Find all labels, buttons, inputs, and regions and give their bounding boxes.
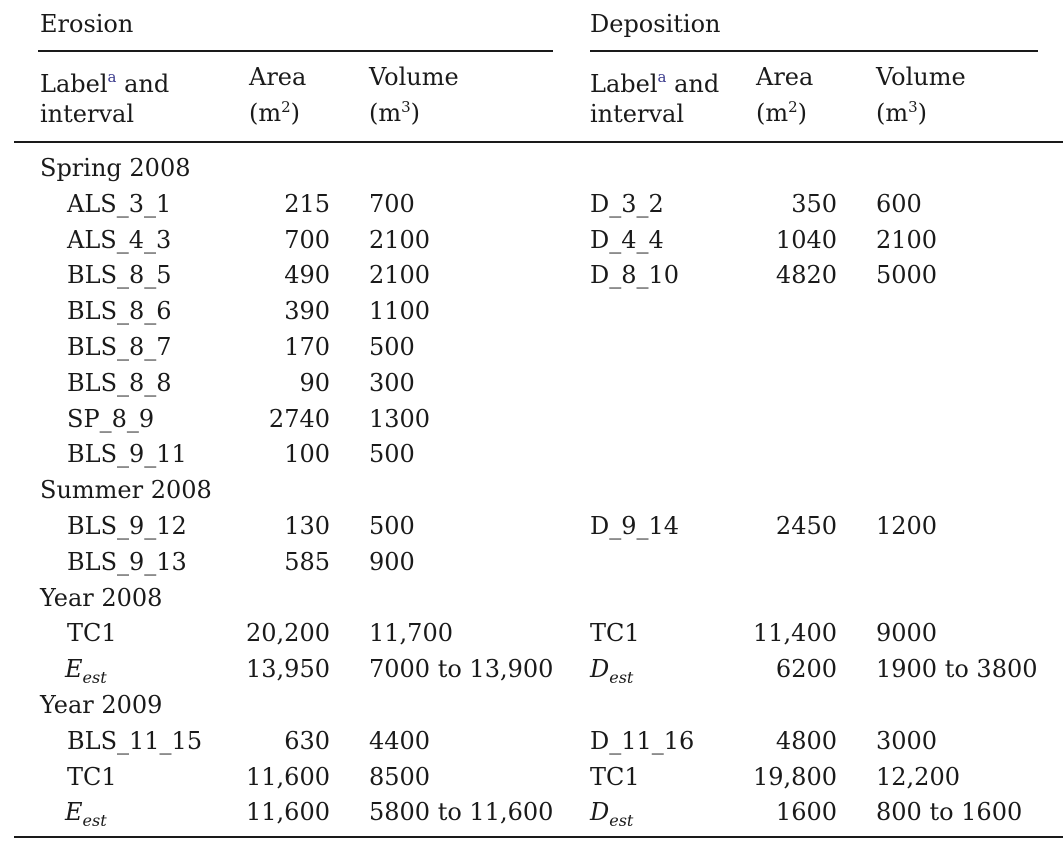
erosion-estimate-label [65,654,107,693]
erosion-area-cell: 130 [284,512,330,540]
erosion-volume-cell: 300 [369,369,415,397]
erosion-area-cell: 215 [284,190,330,218]
section-header: Year 2009 [40,691,163,719]
deposition-label-cell: D_8_10 [590,261,680,289]
group-header-erosion: Erosion [40,10,134,38]
estimate-subscript: est [609,811,634,830]
estimate-symbol: D [590,798,610,826]
col-header-label-erosion: Label$^a$ and interval [40,68,170,128]
erosion-area-cell: 2740 [268,405,330,433]
erosion-area-cell: 700 [284,226,330,254]
erosion-label-cell: TC1 [67,619,117,647]
estimate-symbol: D [590,655,610,683]
erosion-area-cell: 100 [284,440,330,468]
erosion-label-cell: ALS_3_1 [67,190,172,218]
deposition-label-cell: TC1 [590,619,640,647]
erosion-label-cell: ALS_4_3 [67,226,172,254]
erosion-area-cell: 585 [284,548,330,576]
estimate-subscript: est [609,668,634,687]
erosion-area-cell: 170 [284,333,330,361]
erosion-volume-cell: 500 [369,512,415,540]
col-header-area-erosion: Area $(m^2)$ [249,63,307,127]
deposition-volume-cell: 600 [876,190,922,218]
erosion-volume-cell: 900 [369,548,415,576]
col-header-area-deposition: Area $(m^2)$ [756,63,814,127]
erosion-volume-cell: 1300 [369,405,431,433]
erosion-label-cell: BLS_8_5 [67,261,172,289]
col-header-label-deposition: Label$^a$ and interval [590,68,720,128]
estimate-subscript: est [82,811,107,830]
erosion-volume-cell: 7000 to 13,900 [369,655,554,683]
erosion-volume-cell: 1100 [369,297,431,325]
deposition-volume-cell: 9000 [876,619,938,647]
erosion-volume-cell: 2100 [369,226,431,254]
erosion-volume-cell: 500 [369,333,415,361]
section-header: Spring 2008 [40,154,191,182]
erosion-volume-cell: 4400 [369,727,431,755]
erosion-label-cell: BLS_9_13 [67,548,187,576]
erosion-group-rule [38,50,553,52]
erosion-area-cell: 11,600 [246,798,330,826]
erosion-label-cell: TC1 [67,763,117,791]
col-header-volume-deposition: Volume $(m^3)$ [876,63,966,127]
erosion-label-cell: BLS_8_7 [67,333,172,361]
erosion-area-cell: 13,950 [246,655,330,683]
deposition-area-cell: 1040 [775,226,837,254]
erosion-volume-cell: 11,700 [369,619,453,647]
deposition-area-cell: 6200 [775,655,837,683]
estimate-symbol: E [65,655,83,683]
deposition-label-cell: D_11_16 [590,727,695,755]
erosion-area-cell: 90 [299,369,330,397]
table-bottom-rule [14,836,1063,838]
deposition-area-cell: 1600 [775,798,837,826]
erosion-volume-cell: 5800 to 11,600 [369,798,554,826]
deposition-area-cell: 4820 [775,261,837,289]
deposition-estimate-label [590,654,633,693]
erosion-label-cell: SP_8_9 [67,405,155,433]
erosion-volume-cell: 8500 [369,763,431,791]
deposition-label-cell: D_3_2 [590,190,664,218]
section-header: Year 2008 [40,584,163,612]
erosion-volume-cell: 500 [369,440,415,468]
deposition-area-cell: 4800 [775,727,837,755]
erosion-area-cell: 11,600 [246,763,330,791]
deposition-volume-cell: 12,200 [876,763,960,791]
deposition-area-cell: 350 [791,190,837,218]
deposition-label-cell: TC1 [590,763,640,791]
deposition-estimate-label [590,797,633,836]
erosion-area-cell: 490 [284,261,330,289]
erosion-area-cell: 390 [284,297,330,325]
erosion-volume-cell: 700 [369,190,415,218]
erosion-label-cell: BLS_8_6 [67,297,172,325]
erosion-label-cell: BLS_9_11 [67,440,187,468]
deposition-label-cell: D_9_14 [590,512,680,540]
estimate-subscript: est [82,668,107,687]
section-header: Summer 2008 [40,476,212,504]
group-header-deposition: Deposition [590,10,721,38]
deposition-volume-cell: 5000 [876,261,938,289]
erosion-estimate-label [65,797,107,836]
col-header-volume-erosion: Volume $(m^3)$ [369,63,459,127]
deposition-volume-cell: 2100 [876,226,938,254]
deposition-volume-cell: 800 to 1600 [876,798,1023,826]
erosion-area-cell: 20,200 [246,619,330,647]
erosion-label-cell: BLS_8_8 [67,369,172,397]
deposition-area-cell: 2450 [775,512,837,540]
erosion-label-cell: BLS_9_12 [67,512,187,540]
erosion-volume-cell: 2100 [369,261,431,289]
erosion-label-cell: BLS_11_15 [67,727,203,755]
deposition-volume-cell: 1200 [876,512,938,540]
deposition-area-cell: 19,800 [753,763,837,791]
deposition-label-cell: D_4_4 [590,226,664,254]
deposition-area-cell: 11,400 [753,619,837,647]
deposition-volume-cell: 3000 [876,727,938,755]
estimate-symbol: E [65,798,83,826]
deposition-volume-cell: 1900 to 3800 [876,655,1038,683]
header-bottom-rule [14,141,1063,143]
deposition-group-rule [590,50,1038,52]
erosion-area-cell: 630 [284,727,330,755]
